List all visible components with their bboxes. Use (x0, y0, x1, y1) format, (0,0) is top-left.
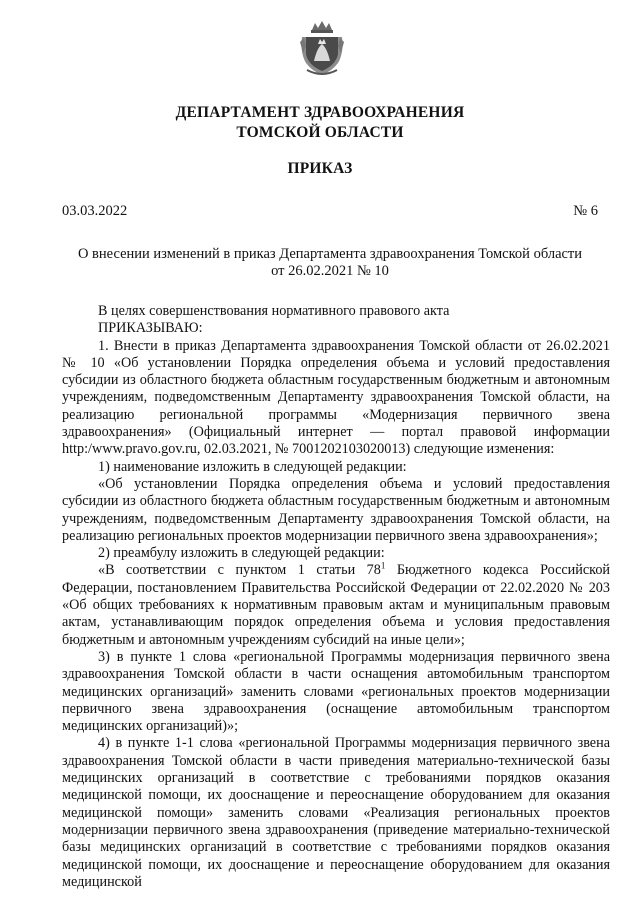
subject-line2: от 26.02.2021 № 10 (271, 263, 389, 279)
document-type-title: ПРИКАЗ (287, 160, 353, 177)
order-body (62, 303, 610, 891)
department-title-line2: ТОМСКОЙ ОБЛАСТИ (236, 124, 404, 141)
subject-line1: О внесении изменений в приказ Департамента здравоохранения Томской области (77, 246, 583, 262)
subitem-2-text-b: Бюджетного кодекса Российской Федерации, постановлением Правительства Российской Федерации от 22.02.2020 № 203 «Об общих требованиях к нормативным правовым актам и муниципальным правовым актам, устанавливающим порядок определения объема и условия предоставления бюджетным и автономным учреждениям субсидий на иные цели»; (62, 562, 611, 648)
order-date: 03.03.2022 (62, 203, 128, 219)
department-title-line1: ДЕПАРТАМЕНТ ЗДРАВООХРАНЕНИЯ (175, 104, 465, 121)
coat-of-arms-icon (299, 20, 345, 78)
subitem-2-text-a: «В соответствии с пунктом 1 статьи 78 (98, 562, 381, 579)
order-subject (62, 246, 598, 280)
article-superscript: 1 (380, 560, 386, 571)
subitem-1-intro: 1) наименование изложить в следующей редакции: (98, 458, 407, 475)
intro-paragraph: В целях совершенствования нормативного правового акта (98, 303, 450, 319)
order-word: ПРИКАЗЫВАЮ: (98, 320, 203, 337)
order-number: № 6 (573, 203, 598, 219)
subitem-1-text: «Об установлении Порядка определения объема и условий предоставления субсидии из областного бюджета областным государственным бюджетным и автономным учреждениям, подведомственным Департаменту здравоохранения Томской области, на реализацию региональных проектов модернизации первичного звена здравоохранения»; (62, 475, 610, 544)
item-1-paragraph: 1. Внести в приказ Департамента здравоохранения Томской области от 26.02.2021 № 10 «Об установлении Порядка определения объема и условий предоставления субсидии из областного бюджета областным государственным бюджетным и автономным учреждениям, подведомственным Департаменту здравоохранения Томской области, на реализацию региональной программы «Модернизация первичного звена здравоохранения» (Официальный интернет — портал правовой информации http:/www.pravo.gov.ru, 02.03.2021, № 7001202103020013) следующие изменения: (62, 337, 610, 458)
subitem-4-text: 4) в пункте 1-1 слова «региональной Программы модернизация первичного звена здравоохранения Томской области в части приведения материально-технической базы медицинских организаций в соответствие с требованиями порядков оказания медицинской помощи, их дооснащение и переоснащение оборудованием для оказания медицинской помощи» заменить словами «Реализация региональных проектов модернизации первичного звена здравоохранения (приведение материально-технической базы медицинских организаций в соответствие с требованиями порядков оказания медицинской помощи, их дооснащение и переоснащение оборудованием для оказания медицинской (62, 735, 610, 890)
subitem-2-text (62, 562, 610, 648)
subitem-2-intro: 2) преамбулу изложить в следующей редакции: (98, 545, 385, 562)
subitem-3-text: 3) в пункте 1 слова «региональной Программы модернизация первичного звена здравоохранения Томской области в части оснащения автомобильным транспортом медицинских организаций» заменить словами «региональных проектов модернизации первичного звена здравоохранения (оснащение автомобильным транспортом медицинских организаций)»; (62, 648, 610, 735)
